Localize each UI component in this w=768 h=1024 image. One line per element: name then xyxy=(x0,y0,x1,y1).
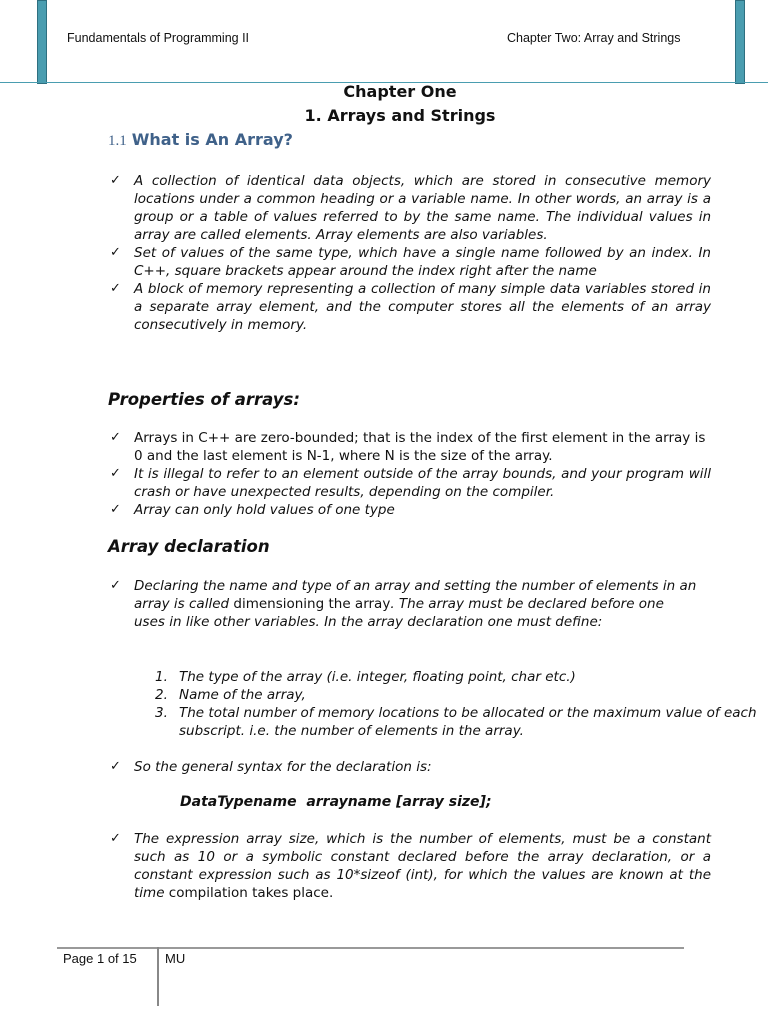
checkmark-icon: ✓ xyxy=(110,759,121,774)
checkmark-icon: ✓ xyxy=(110,831,121,846)
list-item: ✓ The expression array size, which is the number of elements, must be a constant such as 10 or a symbolic constant declared before the array declaration, or a constant expression such as 10*sizeof (int), for which the values are known at the time compilation takes place. xyxy=(110,831,711,901)
list-item: ✓ It is illegal to refer to an element outside of the array bounds, and your program will crash or have unexpected results, depending on the compiler. xyxy=(110,466,711,500)
page-number: Page 1 of 15 xyxy=(63,951,137,966)
header-chapter: Chapter Two: Array and Strings xyxy=(507,31,681,45)
declaration-intro-list xyxy=(108,577,698,631)
list-item: ✓ Declaring the name and type of an array and setting the number of elements in an array is called dimensioning the array. The array must be declared before one uses in like other variables. In the array declaration one must define: xyxy=(110,578,697,630)
checkmark-icon: ✓ xyxy=(110,578,121,593)
checkmark-icon: ✓ xyxy=(110,466,121,481)
checkmark-icon: ✓ xyxy=(110,281,121,296)
checkmark-icon: ✓ xyxy=(110,245,121,260)
declaration-heading: Array declaration xyxy=(108,537,270,556)
chapter-title: Chapter One xyxy=(343,82,457,101)
list-item: ✓ Arrays in C++ are zero-bounded; that is the index of the first element in the array is 0 and the last element is N-1, where N is the size of the array. xyxy=(110,430,706,464)
list-item: ✓ A block of memory representing a collection of many simple data variables stored in a separate array element, and the computer stores all the elements of an array consecutively in memory. xyxy=(110,281,711,333)
properties-list xyxy=(108,429,711,519)
section-heading xyxy=(108,130,293,150)
footer-rule xyxy=(57,947,684,949)
term-dimensioning: dimensioning the array xyxy=(233,596,391,612)
declaration-requirements xyxy=(155,668,765,740)
header-left-bar xyxy=(37,0,47,84)
checkmark-icon: ✓ xyxy=(110,173,121,188)
header-course: Fundamentals of Programming II xyxy=(67,31,250,45)
list-item: 2. Name of the array, xyxy=(155,687,306,703)
page-title: 1. Arrays and Strings xyxy=(304,106,496,125)
list-item: ✓ A collection of identical data objects, which are stored in consecutive memory locations under a common heading or a variable name. In other words, an array is a group or a table of values referred to by the same name. The individual values in array are called elements. Array elements are also variables. xyxy=(110,173,711,243)
footer-org: MU xyxy=(165,951,186,966)
footer-divider xyxy=(157,947,159,1006)
list-item: ✓ Array can only hold values of one type xyxy=(110,502,395,518)
expression-list xyxy=(108,830,711,902)
list-item: ✓ Set of values of the same type, which have a single name followed by an index. In C++, square brackets appear around the index right after the name xyxy=(110,245,711,279)
section-number: 1.1 xyxy=(108,133,127,149)
list-item: 3. The total number of memory locations to be allocated or the maximum value of each subscript. i.e. the number of elements in the array. xyxy=(155,705,757,739)
syntax-code: DataTypename arrayname [array size]; xyxy=(180,794,492,810)
definition-list xyxy=(108,172,711,334)
list-item: 1. The type of the array (i.e. integer, floating point, char etc.) xyxy=(155,669,576,685)
section-title: What is An Array? xyxy=(131,130,293,149)
header-right-bar xyxy=(735,0,745,84)
checkmark-icon: ✓ xyxy=(110,430,121,445)
syntax-intro-list xyxy=(108,758,711,776)
properties-heading: Properties of arrays: xyxy=(108,390,300,409)
list-item: ✓ So the general syntax for the declaration is: xyxy=(110,759,432,775)
checkmark-icon: ✓ xyxy=(110,502,121,517)
